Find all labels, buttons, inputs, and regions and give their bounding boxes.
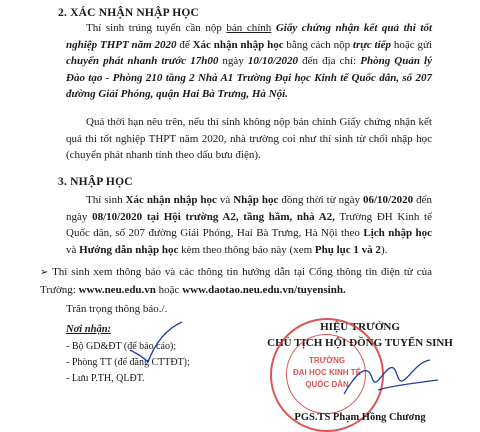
signature-title: CHỦ TỊCH HỘI ĐỒNG TUYỂN SINH	[267, 337, 453, 349]
recipient-3: - Lưu P.TH, QLĐT.	[66, 373, 145, 384]
section-2-heading: 2. XÁC NHẬN NHẬP HỌC	[58, 7, 200, 19]
link-daotao[interactable]: www.daotao.neu.edu.vn/tuyensinh.	[182, 283, 346, 296]
signatory-name: PGS.TS Phạm Hồng Chương	[294, 412, 426, 423]
closing-line: Trân trọng thông báo./.	[66, 303, 168, 315]
section-2-paragraph-2: Quá thời hạn nêu trên, nếu thí sinh không nộp bản chính Giấy chứng nhận kết quả thi tốt nghiệp THPT năm 2020, nhà trường coi như thí sinh từ chối nhập học (chuyển phát nhanh tính theo dấu bưu điện).	[66, 116, 432, 161]
recipient-2: - Phòng TT (để đăng CTTĐT);	[66, 357, 190, 368]
official-stamp: TRƯỜNG ĐẠI HỌC KINH TẾ QUỐC DÂN	[270, 318, 384, 432]
section-3-heading: 3. NHẬP HỌC	[58, 176, 133, 188]
ink-tick-mark	[126, 320, 186, 370]
recipients-title: Nơi nhận:	[66, 324, 112, 335]
handwritten-signature	[338, 350, 448, 410]
section-2-paragraph-1: Thí sinh trúng tuyển cần nộp bản chính Giấy chứng nhận kết quả thi tốt nghiệp THPT năm 2020 để Xác nhận nhập học bằng cách nộp trực tiếp hoặc gửi chuyển phát nhanh trước 17h00 ngày 10/10/2020 đến địa chỉ: Phòng Quản lý Đào tạo - Phòng 210 tầng 2 Nhà A1 Trường Đại học Kinh tế Quốc dân, số 207 đường Giải Phóng, quận Hai Bà Trưng, Hà Nội.	[66, 22, 432, 100]
signature-role: HIỆU TRƯỞNG	[320, 321, 400, 333]
link-neu[interactable]: www.neu.edu.vn	[78, 283, 156, 296]
recipient-1: - Bộ GD&ĐT (để báo cáo);	[66, 341, 177, 352]
arrow-bullet-icon: ➢	[40, 267, 49, 278]
website-notice: ➢ Thí sinh xem thông báo và các thông tin hướng dẫn tại Cổng thông tin điện tử của Trường: www.neu.edu.vn hoặc www.daotao.neu.edu.vn/tuyensinh.	[40, 266, 432, 296]
section-3-paragraph-1: Thí sinh Xác nhận nhập học và Nhập học đồng thời từ ngày 06/10/2020 đến ngày 08/10/2020 tại Hội trường A2, tầng hầm, nhà A2, Trường ĐH Kinh tế Quốc dân, số 207 đường Giải Phóng, Hai Bà Trưng, Hà Nội theo Lịch nhập học và Hướng dẫn nhập học kèm theo thông báo này (xem Phụ lục 1 và 2).	[66, 194, 432, 256]
